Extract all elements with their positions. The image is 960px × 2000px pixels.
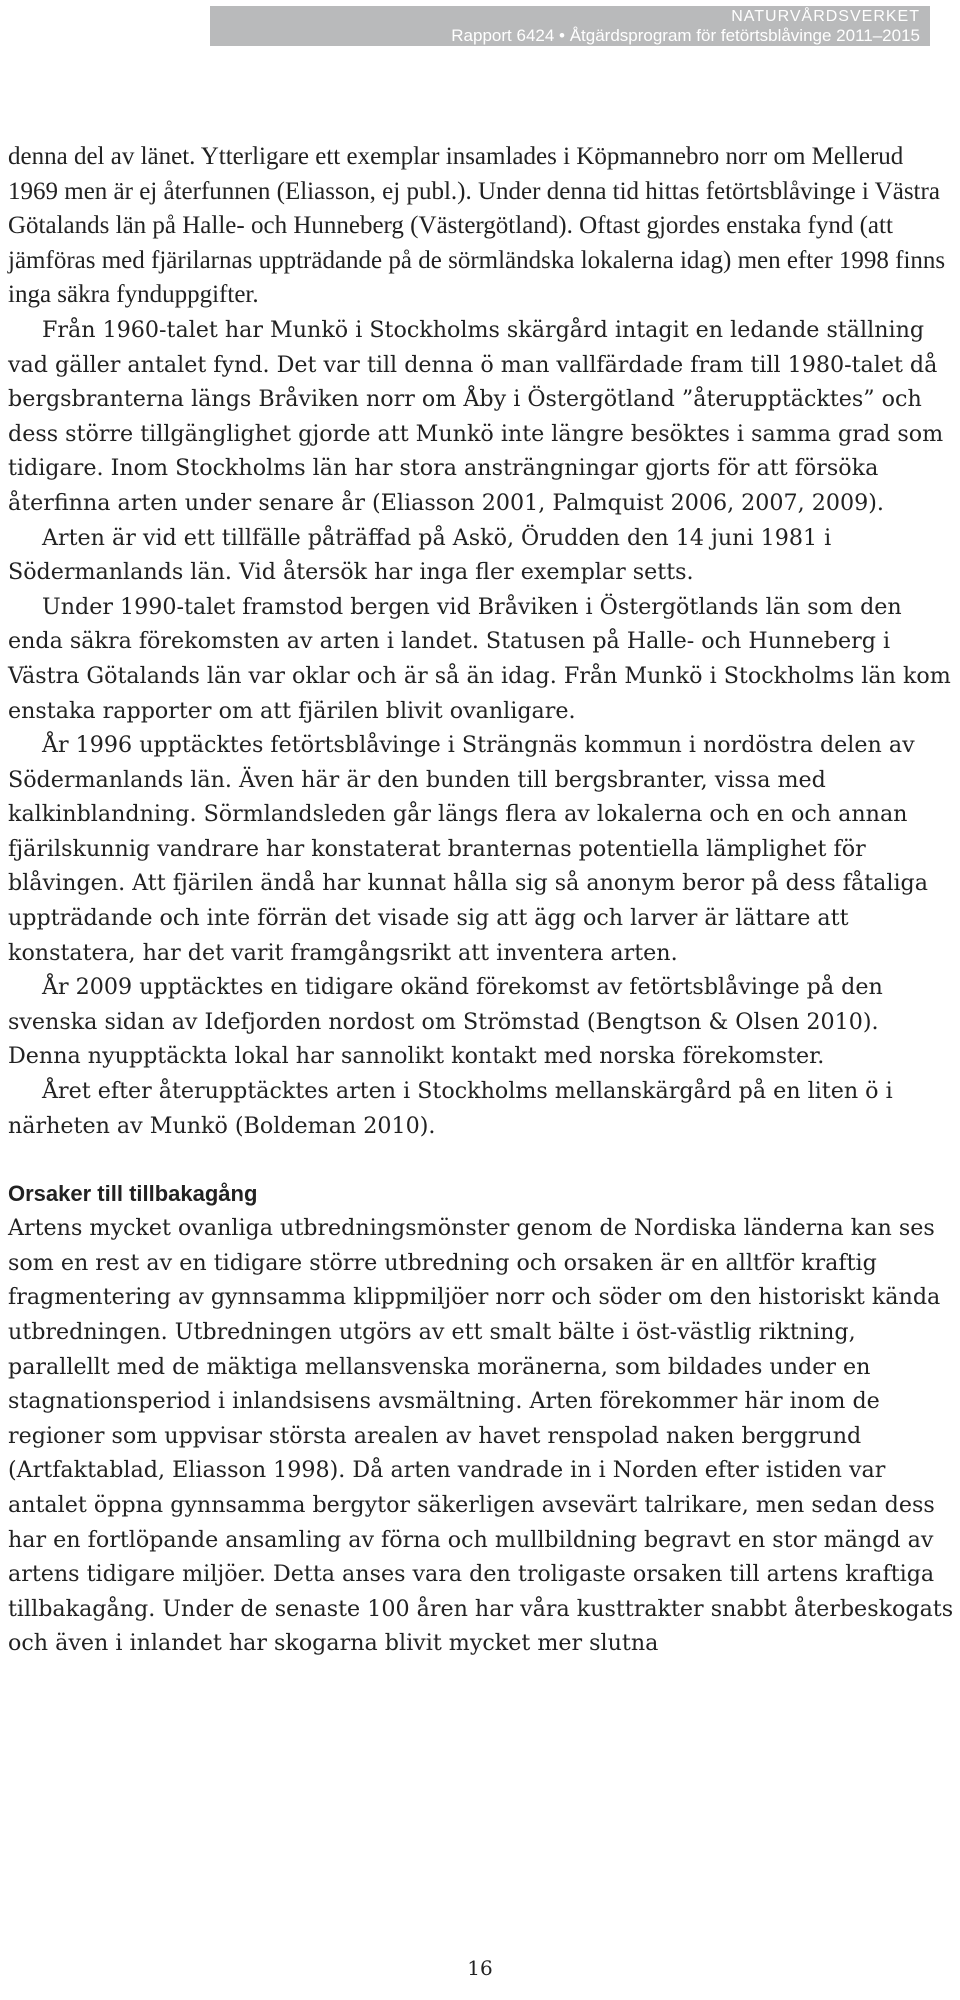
report-header xyxy=(210,6,930,46)
section-heading: Orsaker till tillbakagång xyxy=(8,1181,258,1207)
paragraph: Artens mycket ovanliga utbredningsmönster genom de Nordiska länderna kan ses som en rest av en tidigare större utbredning och orsaken är en alltför kraftig fragmentering av gynnsamma klippmiljöer norr och söder om den historiskt kända utbredningen. Utbredningen utgörs av ett smalt bälte i öst-västlig riktning, parallellt med de mäktiga mellansvenska moränerna, som bildades under en stagnationsperiod i inlandsisens avsmältning. Arten förekommer här inom de regioner som uppvisar största arealen av havet renspolad naken berggrund (Artfaktablad, Eliasson 1998). Då arten vandrade in i Norden efter istiden var antalet öppna gynnsamma bergytor säkerligen avsevärt talrikare, men sedan dess har en fortlöpande ansamling av förna och mullbildning begravt en stor mängd av artens tidigare miljöer. Detta anses vara den troligaste orsaken till artens kraftiga tillbakagång. Under de senaste 100 åren har våra kusttrakter snabbt återbeskogats och även i inlandet har skogarna blivit mycket mer slutna xyxy=(8,1215,954,1657)
organization-name: NATURVÅRDSVERKET xyxy=(731,8,920,25)
paragraph: denna del av länet. Ytterligare ett exemplar insamlades i Köpmannebro norr om Mellerud 1969 men är ej återfunnen (Eliasson, ej publ.). Under denna tid hittas fetörtsblåvinge i Västra Götalands län på Halle- och Hunneberg (Västergötland). Oftast gjordes enstaka fynd (att jämföras med fjärilarnas uppträdande på de sörmländska lokalerna idag) men efter 1998 finns inga säkra fynduppgifter. xyxy=(8,143,946,309)
paragraph: Året efter återupptäcktes arten i Stockholms mellanskärgård på en liten ö i närheten av Munkö (Boldeman 2010). xyxy=(8,1078,893,1139)
paragraph: År 2009 upptäcktes en tidigare okänd förekomst av fetörtsblåvinge på den svenska sidan av Idefjorden nordost om Strömstad (Bengtson & Olsen 2010). Denna nyupptäckta lokal har sannolikt kontakt med norska förekomster. xyxy=(8,974,883,1070)
paragraph: Arten är vid ett tillfälle påträffad på Askö, Örudden den 14 juni 1981 i Södermanlands län. Vid återsök har inga fler exemplar setts. xyxy=(8,524,832,586)
paragraph: Från 1960-talet har Munkö i Stockholms skärgård intagit en ledande ställning vad gäller antalet fynd. Det var till denna ö man vallfärdade fram till 1980-talet då bergsbranterna längs Bråviken norr om Åby i Östergötland ”återupptäcktes” och dess större tillgänglighet gjorde att Munkö inte längre besöktes i samma grad som tidigare. Inom Stockholms län har stora ansträngningar gjorts för att försöka återfinna arten under senare år (Eliasson 2001, Palmquist 2006, 2007, 2009). xyxy=(8,316,944,516)
document-body xyxy=(8,140,954,1661)
page-number: 16 xyxy=(467,1956,493,1980)
report-title: Rapport 6424 • Åtgärdsprogram för fetörtsblåvinge 2011–2015 xyxy=(451,26,920,45)
paragraph: År 1996 upptäcktes fetörtsblåvinge i Strängnäs kommun i nordöstra delen av Södermanlands län. Även här är den bunden till bergsbranter, vissa med kalkinblandning. Sörmlandsleden går längs flera av lokalerna och en och annan fjärilskunnig vandrare har konstaterat branternas potentiella lämplighet för blåvingen. Att fjärilen ändå har kunnat hålla sig så anonym beror på dess fåtaliga uppträdande och inte förrän det visade sig att ägg och larver är lättare att konstatera, har det varit framgångsrikt att inventera arten. xyxy=(8,732,928,966)
paragraph: Under 1990-talet framstod bergen vid Bråviken i Östergötlands län som den enda säkra förekomsten av arten i landet. Statusen på Halle- och Hunneberg i Västra Götalands län var oklar och är så än idag. Från Munkö i Stockholms län kom enstaka rapporter om att fjärilen blivit ovanligare. xyxy=(8,593,951,724)
